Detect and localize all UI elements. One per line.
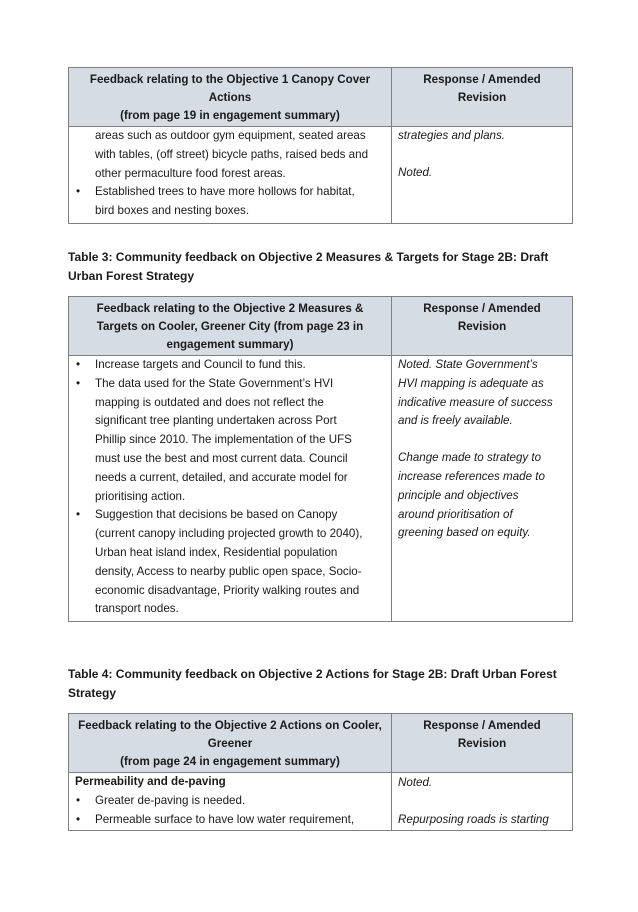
table3-caption: Table 3: Community feedback on Objective 2 Measures & Targets for Stage 2B: Draft Urban Forest Strategy [68,250,549,283]
table3-header-feedback: Feedback relating to the Objective 2 Measures & Targets on Cooler, Greener City (from page 23 in engagement summary) [69,297,392,356]
list-item: • The data used for the State Government’s HVI mapping is outdated and does not reflect the significant tree planting undertaken across Port Phillip since 2010. The implementation of the UFS must use the best and most current data. Council needs a current, detailed, and accurate model for prioritising action. [75,375,387,507]
list-item: • Greater de-paving is needed. [75,792,387,811]
table4-response-cell: Noted. Repurposing roads is starting [392,773,573,831]
table4-header-response: Response / Amended Revision [392,714,573,773]
table-objective-1-actions [68,67,573,224]
table3-feedback-cell [69,356,392,622]
table1-response-cell: strategies and plans. Noted. [392,127,573,224]
list-item: • Permeable surface to have low water requirement, [75,811,387,830]
table1-feedback-cell: areas such as outdoor gym equipment, seated areas with tables, (off street) bicycle paths, raised beds and other permaculture food forest areas. • Established trees to have more hollows for habitat, bird boxes and nesting boxes. [69,127,392,224]
table1-header-feedback: Feedback relating to the Objective 1 Canopy Cover Actions (from page 19 in engagement summary) [69,68,392,127]
table4-feedback-cell [69,773,392,831]
table1-header-response: Response / Amended Revision [392,68,573,127]
list-item: • Suggestion that decisions be based on Canopy (current canopy including projected growth to 2040), Urban heat island index, Residential population density, Access to nearby public open space, Socio- economic disadvantage, Priority walking routes and transport nodes. [75,506,387,619]
subheading: Permeability and de-paving [75,775,226,788]
table4-header-feedback: Feedback relating to the Objective 2 Actions on Cooler, Greener (from page 24 in engagement summary) [69,714,392,773]
table3-response-cell: Noted. State Government’s HVI mapping is adequate as indicative measure of success and is freely available. Change made to strategy to increase references made to principle and objectives around prioritisation of greening based on equity. [392,356,573,622]
list-item: • Established trees to have more hollows for habitat, bird boxes and nesting boxes. [75,183,387,221]
table-objective-2-measures [68,296,573,622]
list-item: • Increase targets and Council to fund this. [75,356,387,375]
table4-caption: Table 4: Community feedback on Objective 2 Actions for Stage 2B: Draft Urban Forest Strategy [68,667,557,700]
table-objective-2-actions [68,713,573,831]
table3-header-response: Response / Amended Revision [392,297,573,356]
